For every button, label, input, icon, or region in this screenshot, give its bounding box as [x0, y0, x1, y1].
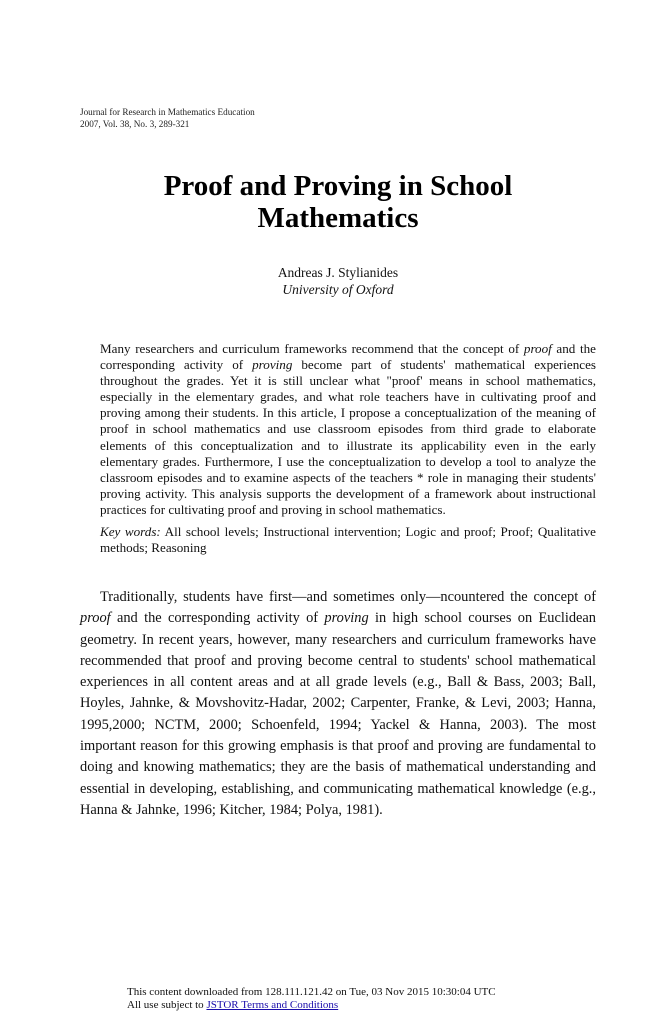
terms-line [127, 999, 496, 1012]
abstract-text [100, 341, 596, 518]
download-footer [127, 986, 496, 1012]
body-text [80, 587, 596, 821]
download-info: This content downloaded from 128.111.121.42 on Tue, 03 Nov 2015 10:30:04 UTC [127, 986, 496, 998]
author-name: Andreas J. Stylianides [277, 265, 399, 280]
keywords-label: Key words: [100, 524, 161, 540]
keywords [100, 524, 596, 556]
terms-prefix: All use subject to [127, 999, 207, 1011]
body-paragraph [80, 587, 596, 821]
abstract-segment: become part of students' mathematical experiences throughout the grades. Yet it is still unclear what "proof' means in school mathematics, especially in the elementary grades, and what role teachers have in cultivating proof and proving among their students. In this article, I propose a conceptualization of the meaning of proof in school mathematics and use classroom episodes from third grade to elaborate elements of this conceptualization and to illustrate its applicability even in the early elementary grades. Furthermore, I use the conceptualization to develop a tool to analyze the classroom episodes and to examine aspects of the teachers * role in managing their students' proving activity. This analysis supports the development of a framework about instructional practices for cultivating proof and proving in school mathematics. [100, 357, 597, 517]
keywords-list: All school levels; Instructional intervention; Logic and proof; Proof; Qualitative methods; Reasoning [100, 524, 596, 556]
journal-header [80, 107, 255, 130]
author-block [80, 264, 596, 298]
author-affiliation: University of Oxford [282, 282, 394, 297]
jstor-terms-link[interactable]: JSTOR Terms and Conditions [206, 999, 339, 1011]
journal-citation: 2007, Vol. 38, No. 3, 289-321 [80, 118, 190, 129]
body-emphasis-proof: proof [80, 610, 111, 627]
body-segment: and the corresponding activity of [110, 610, 325, 627]
article-title: Proof and Proving in School Mathematics [163, 170, 513, 234]
journal-name: Journal for Research in Mathematics Education [80, 107, 255, 117]
body-emphasis-proving: proving [324, 610, 369, 627]
abstract-segment: and the corresponding activity of [100, 341, 596, 373]
abstract-segment: Many researchers and curriculum frameworks recommend that the concept of [100, 341, 524, 356]
body-segment: Traditionally, students have first—and sometimes only—ncountered the concept of [100, 589, 596, 605]
body-segment: in high school courses on Euclidean geometry. In recent years, however, many researchers and curriculum frameworks have recommended that proof and proving become central to students' school mathematical experiences in all content areas and at all grade levels (e.g., Ball & Bass, 2003; Ball, Hoyles, Jahnke, & Movshovitz-Hadar, 2002; Carpenter, Franke, & Levi, 2003; Hanna, 1995,2000; NCTM, 2000; Schoenfeld, 1994; Yackel & Hanna, 2003). The most important reason for this growing emphasis is that proof and proving are fundamental to doing and knowing mathematics; they are the basis of mathematical understanding and essential in developing, establishing, and communicating mathematical knowledge (e.g., Hanna & Jahnke, 1996; Kitcher, 1984; Polya, 1981). [80, 610, 596, 818]
abstract-emphasis-proving: proving [252, 357, 293, 373]
abstract-emphasis-proof: proof [523, 341, 552, 356]
abstract [100, 341, 596, 556]
